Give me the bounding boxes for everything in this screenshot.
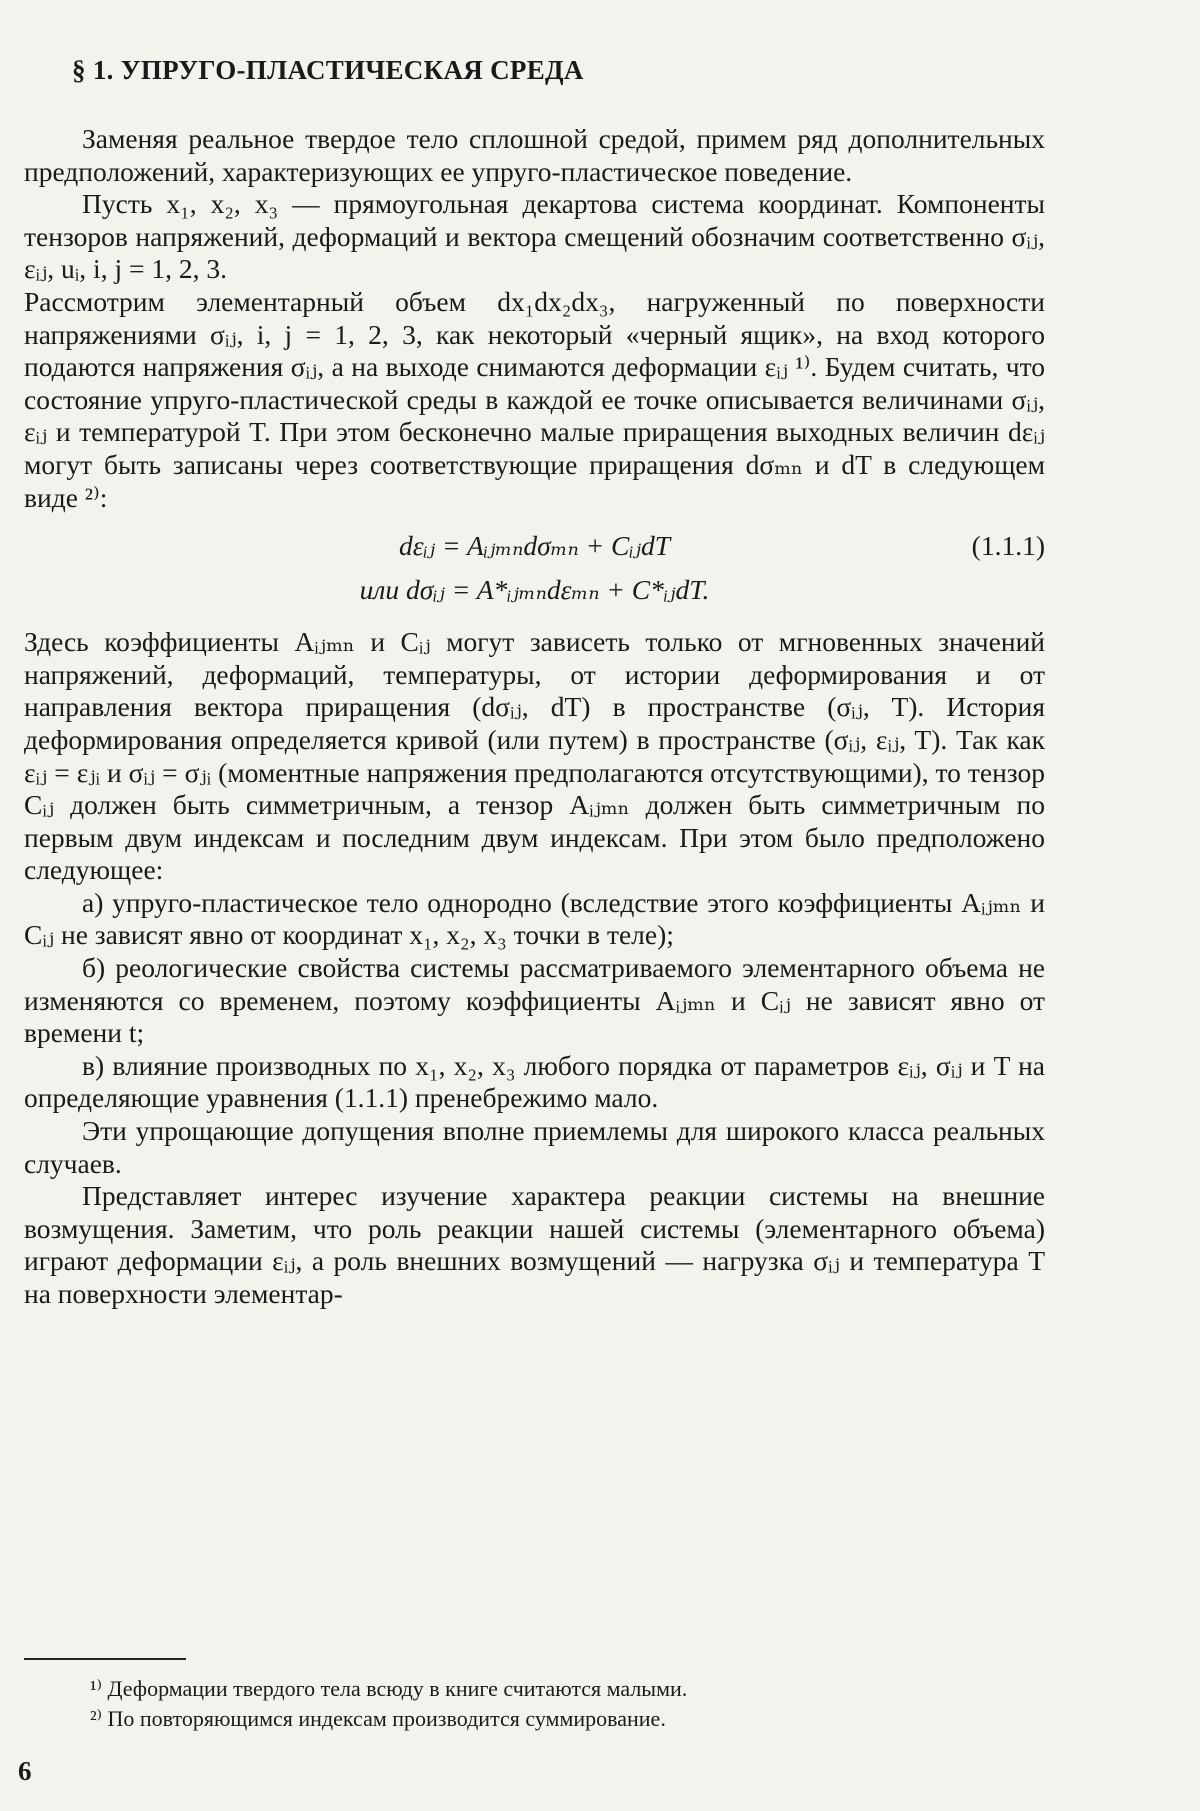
footnote-2: ²⁾ По повторяющимся индексам производится суммирование.	[90, 1704, 990, 1734]
section-heading: § 1. УПРУГО-ПЛАСТИЧЕСКАЯ СРЕДА	[72, 55, 584, 86]
body-text	[24, 123, 1045, 1311]
equation-2-expression: или dσᵢⱼ = A*ᵢⱼₘₙdεₘₙ + C*ᵢⱼdT.	[24, 574, 1045, 607]
paragraph-4: Здесь коэффициенты Aᵢⱼₘₙ и Cᵢⱼ могут зависеть только от мгновенных значений напряжений, деформаций, температуры, от истории деформирования и от направления вектора приращения (dσᵢⱼ, dT) в пространстве (σᵢⱼ, T). История деформирования определяется кривой (или путем) в пространстве (σᵢⱼ, εᵢⱼ, T). Так как εᵢⱼ = εⱼᵢ и σᵢⱼ = σⱼᵢ (моментные напряжения предполагаются отсутствующими), то тензор Cᵢⱼ должен быть симметричным, а тензор Aᵢⱼₘₙ должен быть симметричным по первым двум индексам и последним двум индексам. При этом было предположено следующее:	[24, 626, 1045, 887]
paragraph-6: Представляет интерес изучение характера реакции системы на внешние возмущения. Заметим, что роль реакции нашей системы (элементарного объема) играют деформации εᵢⱼ, а роль внешних возмущений — нагрузка σᵢⱼ и температура T на поверхности элементар-	[24, 1180, 1045, 1310]
equation-1	[24, 530, 1045, 574]
footnotes	[90, 1674, 990, 1734]
footnote-1: ¹⁾ Деформации твердого тела всюду в книге считаются малыми.	[90, 1674, 990, 1704]
footnote-divider	[24, 1658, 186, 1660]
equation-1-expression: dεᵢⱼ = Aᵢⱼₘₙdσₘₙ + CᵢⱼdT	[24, 530, 1045, 563]
list-item-b: б) реологические свойства системы рассматриваемого элементарного объема не изменяются со временем, поэтому коэффициенты Aᵢⱼₘₙ и Cᵢⱼ не зависят явно от времени t;	[24, 952, 1045, 1050]
list-item-c: в) влияние производных по x₁, x₂, x₃ любого порядка от параметров εᵢⱼ, σᵢⱼ и T на определяющие уравнения (1.1.1) пренебрежимо мало.	[24, 1050, 1045, 1115]
equation-2	[24, 574, 1045, 618]
paragraph-5: Эти упрощающие допущения вполне приемлемы для широкого класса реальных случаев.	[24, 1115, 1045, 1180]
paragraph-1: Заменяя реальное твердое тело сплошной средой, примем ряд дополнительных предположений, характеризующих ее упруго-пластическое поведение.	[24, 123, 1045, 188]
paragraph-3: Рассмотрим элементарный объем dx₁dx₂dx₃, нагруженный по поверхности напряжениями σᵢⱼ, i, j = 1, 2, 3, как некоторый «черный ящик», на вход которого подаются напряжения σᵢⱼ, а на выходе снимаются деформации εᵢⱼ ¹⁾. Будем считать, что состояние упруго-пластической среды в каждой ее точке описывается величинами σᵢⱼ, εᵢⱼ и температурой T. При этом бесконечно малые приращения выходных величин dεᵢⱼ могут быть записаны через соответствующие приращения dσₘₙ и dT в следующем виде ²⁾:	[24, 286, 1045, 514]
page-number: 6	[18, 1756, 32, 1787]
page	[0, 0, 1200, 1811]
list-item-a: а) упруго-пластическое тело однородно (вследствие этого коэффициенты Aᵢⱼₘₙ и Cᵢⱼ не зависят явно от координат x₁, x₂, x₃ точки в теле);	[24, 887, 1045, 952]
paragraph-2: Пусть x₁, x₂, x₃ — прямоугольная декартова система координат. Компоненты тензоров напряжений, деформаций и вектора смещений обозначим соответственно σᵢⱼ, εᵢⱼ, uᵢ, i, j = 1, 2, 3.	[24, 188, 1045, 286]
equation-number: (1.1.1)	[972, 530, 1045, 563]
